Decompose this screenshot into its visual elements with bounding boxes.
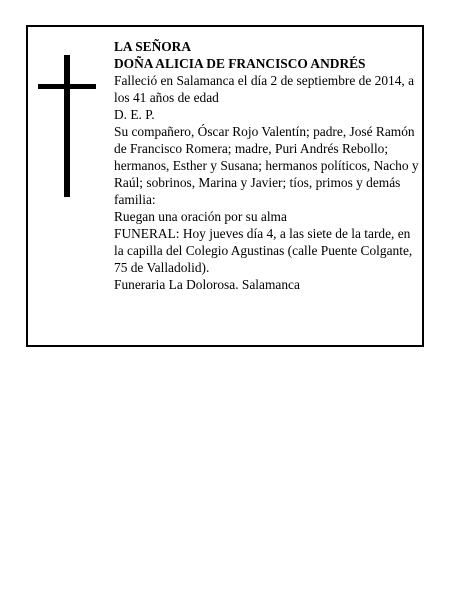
family-list: Su compañero, Óscar Rojo Valentín; padre, José Ramón de Francisco Romera; madre, Puri Andrés Rebollo; hermanos, Esther y Susana; hermanos políticos, Nacho y Raúl; sobrinos, Marina y Javier; tíos, primos y demás familia: [114,124,419,207]
cross-horizontal-bar [38,84,96,89]
funeral-info: FUNERAL: Hoy jueves día 4, a las siete de la tarde, en la capilla del Colegio Agustinas (calle Puente Colgante, 75 de Valladolid). [114,226,413,275]
cross-vertical-bar [64,55,70,197]
obituary-text [114,38,422,293]
death-info: Falleció en Salamanca el día 2 de septiembre de 2014, a los 41 años de edad [114,73,415,105]
funeral-home: Funeraria La Dolorosa. Salamanca [114,277,300,292]
rip-text: D. E. P. [114,107,155,122]
notice-title: LA SEÑORA [114,39,192,54]
deceased-name: DOÑA ALICIA DE FRANCISCO ANDRÉS [114,56,366,71]
prayer-request: Ruegan una oración por su alma [114,209,287,224]
